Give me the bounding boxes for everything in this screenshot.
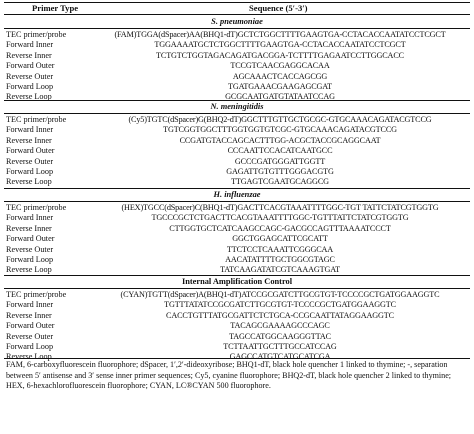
section-divider (4, 275, 470, 276)
sequence-cell: GAGCCATGTCATGCATCGA (229, 352, 331, 362)
primer-type-cell: TEC primer/probe (6, 290, 67, 299)
primer-type-cell: Reverse Inner (6, 135, 52, 145)
table-bottom-rule (4, 358, 470, 359)
primer-type-cell: Reverse Outer (6, 71, 54, 81)
primer-type-cell: Reverse Loop (6, 265, 52, 275)
primer-type-cell: Forward Loop (6, 255, 54, 264)
sequence-cell: TCTTAATTGCTTTGCCATCCAG (223, 342, 337, 351)
primer-type-cell: Forward Loop (6, 82, 54, 91)
primer-type-cell: Reverse Outer (6, 156, 54, 166)
primer-type-cell: Reverse Loop (6, 92, 52, 102)
primer-type-cell: Forward Loop (6, 167, 54, 176)
primer-type-cell: Reverse Inner (6, 310, 52, 320)
primer-type-cell: Reverse Inner (6, 50, 52, 60)
section-divider (4, 188, 470, 189)
primer-type-cell: TEC primer/probe (6, 115, 67, 124)
table-row (0, 214, 474, 224)
section-title: N. meningitidis (210, 102, 264, 111)
sequence-cell: TGTTTATATCCGCGATCTTGCGTGT-TCCCCGCTGATGGAAGGTC (164, 300, 396, 310)
header-sequence: Sequence (5′-3′) (249, 3, 308, 13)
section-title-rule (4, 288, 470, 289)
sequence-cell: CTTGGTGCTCATCAAGCCAGC-GACGCCAGTTTAAAATCCCT (169, 223, 391, 233)
primer-type-cell: Forward Inner (6, 300, 54, 310)
section-title-rule (4, 28, 470, 29)
sequence-cell: TCCGTCAACGAGGCACAA (230, 61, 330, 71)
primer-type-cell: Forward Loop (6, 342, 54, 351)
primer-type-cell: Forward Inner (6, 40, 54, 50)
table-row (0, 322, 474, 332)
sequence-cell: GCGCAATGATGTATAATCCAG (225, 92, 335, 102)
section-title-rule (4, 113, 470, 114)
section-divider (4, 100, 470, 101)
primer-type-cell: Reverse Outer (6, 331, 54, 341)
sequence-cell: TGTCGGTGGCTTTGGTGGTGTCGC-GTGCAAACAGATACGTCCG (163, 125, 397, 135)
primer-type-cell: TEC primer/probe (6, 30, 67, 39)
sequence-cell: AACATATTTTGCTGGCGTAGC (225, 255, 335, 264)
sequence-cell: TTGAGTCGAATGCAGGCG (231, 177, 329, 187)
sequence-cell: TGCCCGCTCTGACTTCACGTAAATTTTGGC-TGTTTATTCTATCGTGGTG (151, 213, 409, 223)
sequence-cell: CCCAATTCCACATCAATGCC (227, 146, 333, 156)
sequence-cell: (FAM)TGGA(dSpacer)AA(BHQ1-dT)GCTCTGGCTTTTGAAGTGA-CCTACACCAATATCCTCGCT (114, 30, 446, 39)
section-title: S. pneumoniae (211, 17, 263, 26)
sequence-cell: TAGCCATGGCAAGGGTTAC (229, 331, 331, 341)
sequence-cell: CACCTGTTTATGCGATTCTCTGCA-CCGCAATTATAGGAAGGTC (166, 310, 394, 320)
primer-type-cell: Forward Inner (6, 213, 54, 223)
sequence-cell: GGCTGGAGCATTCGCATT (232, 234, 328, 244)
sequence-cell: (Cy5)TGTC(dSpacer)G(BHQ2-dT)GGCTTTGTTGCTGCGC-GTGCAAACAGATACGTCCG (128, 115, 432, 124)
sequence-cell: TGATGAAACGAAGAGCGAT (227, 82, 333, 91)
section-title: Internal Amplification Control (181, 277, 293, 286)
table-row (0, 126, 474, 136)
sequence-cell: CCGATGTACCAGCACTTTGG-ACGCTACCGCAGGCAAT (179, 135, 381, 145)
table-footnote: FAM, 6-carboxyfluorescein fluorophore; dSpacer, 1′,2′-dideoxyribose; BHQ1-dT, black hole quencher 1 linked to thymine; -, separation between 5′ antisense and 3′ sense inner primer sequences; Cy5, cyanine fluorophore; BHQ2-dT, black hole quencher 2 linked to thymine; HEX, 6-hexachlorofluorescein fluorophore; CYAN, LC®CYAN 500 fluorophore. (6, 360, 452, 391)
primer-type-cell: Forward Outer (6, 321, 55, 331)
header-rule (4, 14, 470, 15)
header-primer-type: Primer Type (32, 3, 79, 13)
table-row (0, 301, 474, 311)
table-row (0, 178, 474, 188)
sequence-cell: GCCCGATGGGATTGGTT (234, 156, 326, 166)
primer-type-cell: TEC primer/probe (6, 203, 67, 212)
primer-type-cell: Reverse Outer (6, 244, 54, 254)
table-row (0, 41, 474, 51)
primer-type-cell: Forward Outer (6, 61, 55, 71)
sequence-cell: TTCTCCTCAAATTCGGGCAA (226, 244, 334, 254)
table-row (0, 147, 474, 157)
primer-type-cell: Reverse Inner (6, 223, 52, 233)
primer-type-cell: Forward Outer (6, 234, 55, 244)
sequence-cell: TACAGCGAAAAGCCCAGC (230, 321, 330, 331)
sequence-cell: TCTGTCTGGTAGACAGATGACGGA-TCTTTTGAGAATCCTTGGCACC (156, 50, 404, 60)
section-title: H. influenzae (213, 190, 261, 199)
sequence-cell: GAGATTGTGTTTGGGACGTG (226, 167, 334, 176)
sequence-cell: TGGAAAATGCTCTGGCTTTTGAAGTGA-CCTACACCAATATCCTCGCT (154, 40, 406, 50)
primer-type-cell: Reverse Loop (6, 177, 52, 187)
sequence-cell: (HEX)TGCC(dSpacer)C(BHQ1-dT)GACTTCACGTAAATTTTGGC-TGT TATTCTATCGTGGTG (121, 203, 439, 212)
table-row (0, 235, 474, 245)
sequence-cell: AGCAAACTCACCAGCGG (232, 71, 328, 81)
section-title-rule (4, 201, 470, 202)
primer-type-cell: Forward Inner (6, 125, 54, 135)
sequence-cell: (CYAN)TGTT(dSpacer)A(BHQ1-dT)ATCCGCGATCTTGCGTGT-TCCCCGCTGATGGAAGGTC (120, 290, 440, 299)
primer-type-cell: Forward Outer (6, 146, 55, 156)
sequence-cell: TATCAAGATATCGTCAAAGTGAT (220, 265, 340, 275)
primer-type-cell: Reverse Loop (6, 352, 52, 362)
table-row (0, 62, 474, 72)
